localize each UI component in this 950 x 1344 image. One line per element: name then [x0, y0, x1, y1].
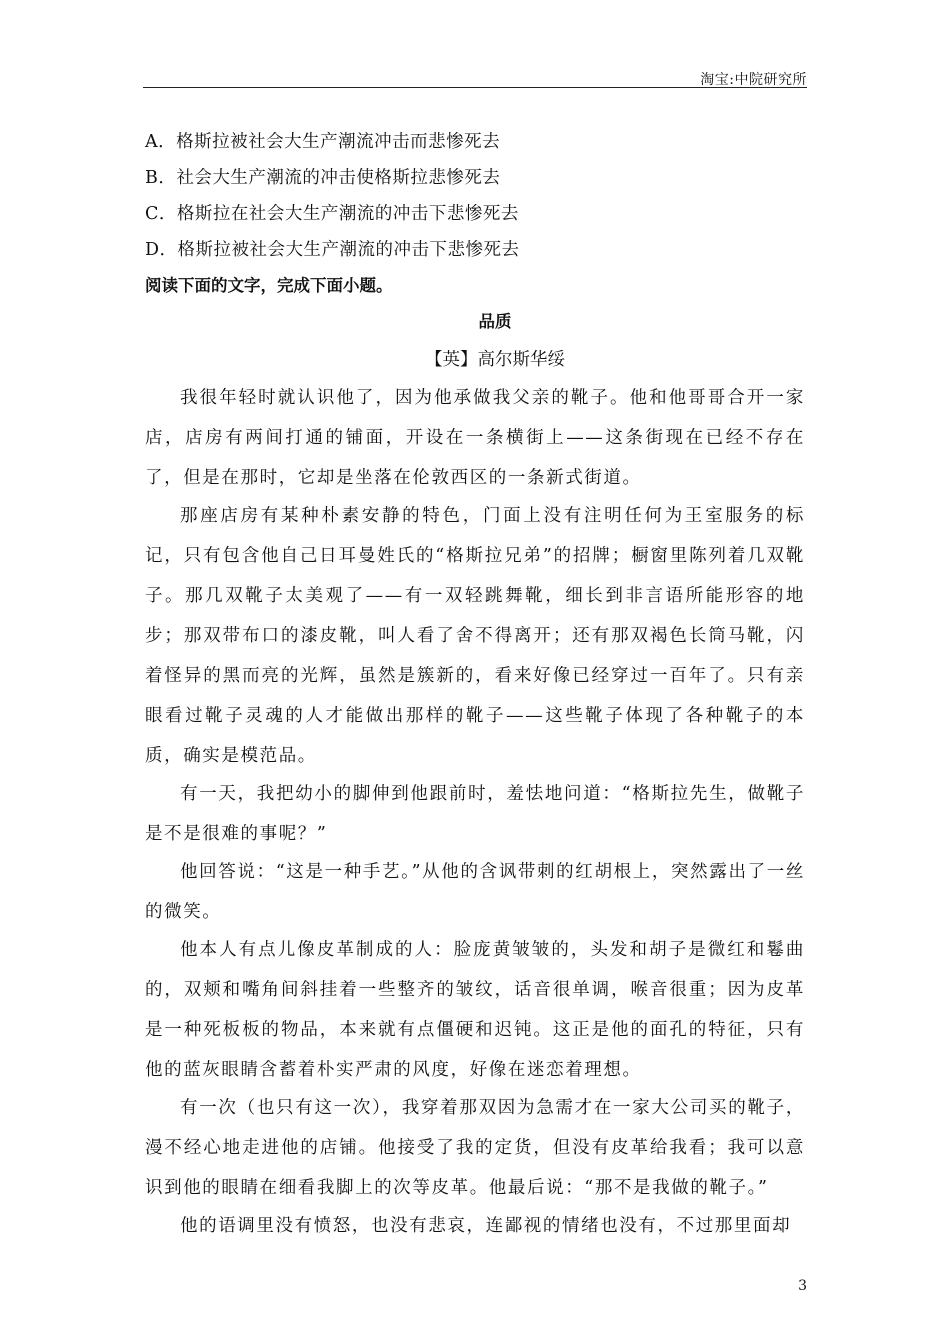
article-title: 品质	[478, 312, 512, 331]
article-paragraph: 他的语调里没有愤怒，也没有悲哀，连鄙视的情绪也没有，不过那里面却	[180, 1216, 792, 1236]
page-header: 淘宝:中院研究所	[700, 72, 807, 88]
answer-option-a: A．格斯拉被社会大生产潮流冲击而悲惨死去	[145, 132, 501, 152]
page-content	[145, 124, 805, 1246]
reading-instruction: 阅读下面的文字，完成下面小题。	[145, 276, 393, 295]
answer-option-b: B．社会大生产潮流的冲击使格斯拉悲惨死去	[145, 168, 501, 188]
header-divider	[143, 87, 807, 88]
answer-option-d: D．格斯拉被社会大生产潮流的冲击下悲惨死去	[145, 240, 520, 260]
answer-option-c: C．格斯拉在社会大生产潮流的冲击下悲惨死去	[145, 204, 519, 224]
article-paragraph: 有一次（也只有这一次），我穿着那双因为急需才在一家大公司买的靴子，漫不经心地走进他的店铺。他接受了我的定货，但没有皮革给我看；我可以意识到他的眼睛在细看我脚上的次等皮革。他最后说：“那不是我做的靴子。”	[145, 1098, 805, 1198]
article-paragraph: 我很年轻时就认识他了，因为他承做我父亲的靴子。他和他哥哥合开一家店，店房有两间打通的铺面，开设在一条横街上——这条街现在已经不存在了，但是在那时，它却是坐落在伦敦西区的一条新式街道。	[145, 388, 805, 488]
article-paragraph: 那座店房有某种朴素安静的特色，门面上没有注明任何为王室服务的标记，只有包含他自己日耳曼姓氏的“格斯拉兄弟”的招牌；橱窗里陈列着几双靴子。那几双靴子太美观了——有一双轻跳舞靴，细长到非言语所能形容的地步；那双带布口的漆皮靴，叫人看了舍不得离开；还有那双褐色长筒马靴，闪着怪异的黑而亮的光辉，虽然是簇新的，看来好像已经穿过一百年了。只有亲眼看过靴子灵魂的人才能做出那样的靴子——这些靴子体现了各种靴子的本质，确实是模范品。	[145, 506, 805, 766]
article-paragraph: 有一天，我把幼小的脚伸到他跟前时，羞怯地问道：“格斯拉先生，做靴子是不是很难的事呢？”	[145, 784, 805, 844]
page-number: 3	[798, 1278, 807, 1294]
article-author: 【英】高尔斯华绥	[425, 350, 565, 370]
article-paragraph: 他本人有点儿像皮革制成的人：脸庞黄皱皱的，头发和胡子是微红和鬈曲的，双颊和嘴角间斜挂着一些整齐的皱纹，话音很单调，喉音很重；因为皮革是一种死板板的物品，本来就有点僵硬和迟钝。这正是他的面孔的特征，只有他的蓝灰眼睛含蓄着朴实严肃的风度，好像在迷恋着理想。	[145, 940, 805, 1080]
article-paragraph: 他回答说：“这是一种手艺。”从他的含讽带刺的红胡根上，突然露出了一丝的微笑。	[145, 862, 805, 922]
